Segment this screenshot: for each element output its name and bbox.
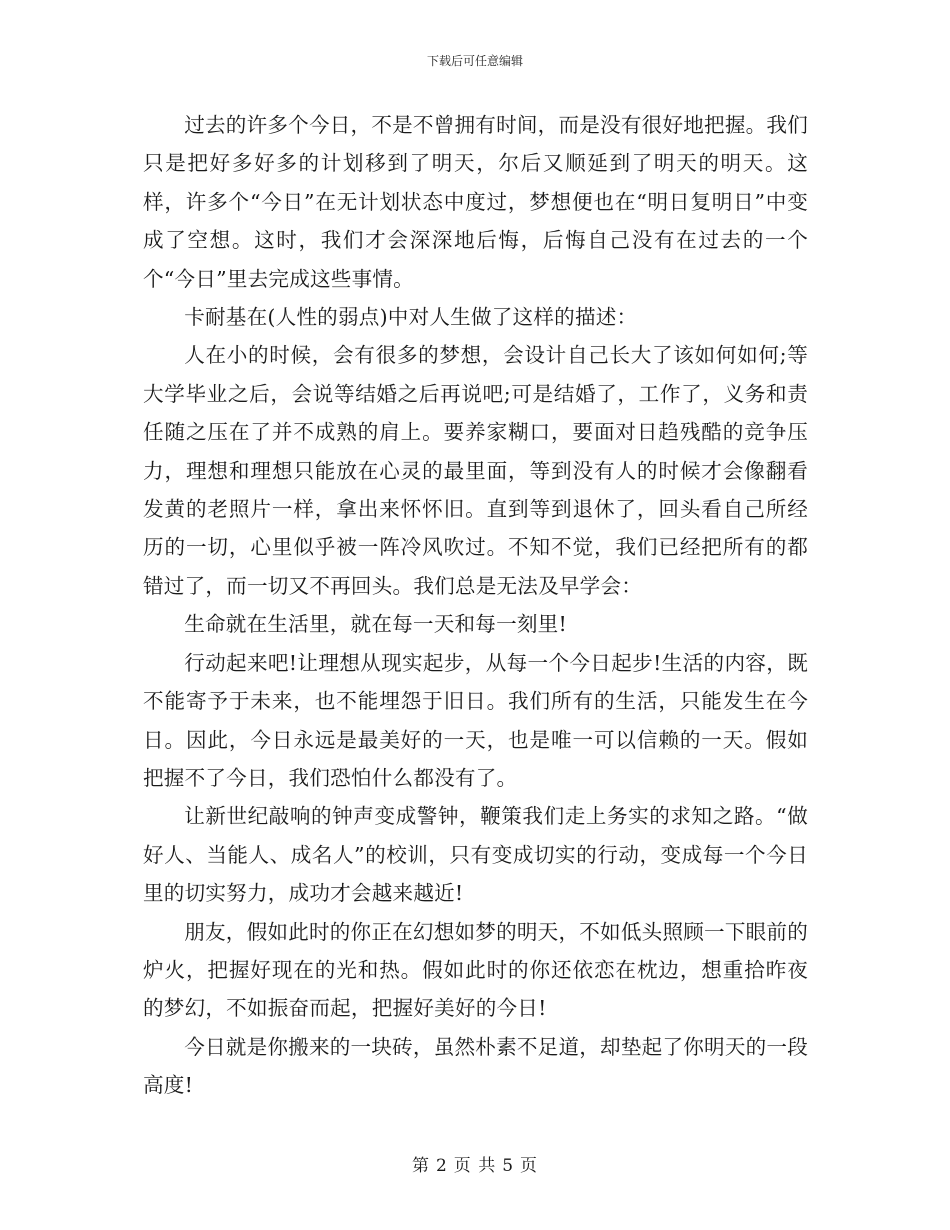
current-page-number: 2 (435, 1156, 448, 1176)
paragraph: 生命就在生活里，就在每一天和每一刻里! (184, 612, 567, 637)
document-body (143, 106, 808, 1105)
paragraph: 行动起来吧!让理想从现实起步，从每一个今日起步!生活的内容，既不能寄予于未来，也不能埋怨于旧日。我们所有的生活，只能发生在今日。因此，今日永远是最美好的一天，也是唯一可以信赖的一天。假如把握不了今日，我们恐怕什么都没有了。 (143, 650, 808, 790)
paragraph: 让新世纪敲响的钟声变成警钟，鞭策我们走上务实的求知之路。“做好人、当能人、成名人”的校训，只有变成切实的行动，变成每一个今日里的切实努力，成功才会越来越近! (143, 804, 808, 906)
paragraph: 卡耐基在(人性的弱点)中对人生做了这样的描述： (184, 305, 638, 330)
page-number-footer (0, 1155, 950, 1177)
paragraph: 过去的许多个今日，不是不曾拥有时间，而是没有很好地把握。我们只是把好多好多的计划移到了明天，尔后又顺延到了明天的明天。这样，许多个“今日”在无计划状态中度过，梦想便也在“明日复明日”中变成了空想。这时，我们才会深深地后悔，后悔自己没有在过去的一个个“今日”里去完成这些事情。 (143, 113, 808, 291)
paragraph: 人在小的时候，会有很多的梦想，会设计自己长大了该如何如何;等大学毕业之后，会说等结婚之后再说吧;可是结婚了，工作了，义务和责任随之压在了并不成熟的肩上。要养家糊口，要面对日趋残酷的竞争压力，理想和理想只能放在心灵的最里面，等到没有人的时候才会像翻看发黄的老照片一样，拿出来怀怀旧。直到等到退休了，回头看自己所经历的一切，心里似乎被一阵冷风吹过。不知不觉，我们已经把所有的都错过了，而一切又不再回头。我们总是无法及早学会： (143, 343, 808, 598)
page-header: 下载后可任意编辑 (426, 54, 523, 68)
footer-suffix: 页 (520, 1156, 539, 1176)
paragraph: 朋友，假如此时的你正在幻想如梦的明天，不如低头照顾一下眼前的炉火，把握好现在的光和热。假如此时的你还依恋在枕边，想重拾昨夜的梦幻，不如振奋而起，把握好美好的今日! (143, 919, 808, 1021)
footer-middle: 页 共 (453, 1156, 497, 1176)
paragraph: 今日就是你搬来的一块砖，虽然朴素不足道，却垫起了你明天的一段高度! (143, 1034, 808, 1098)
total-page-count: 5 (502, 1156, 515, 1176)
footer-prefix: 第 (411, 1156, 430, 1176)
